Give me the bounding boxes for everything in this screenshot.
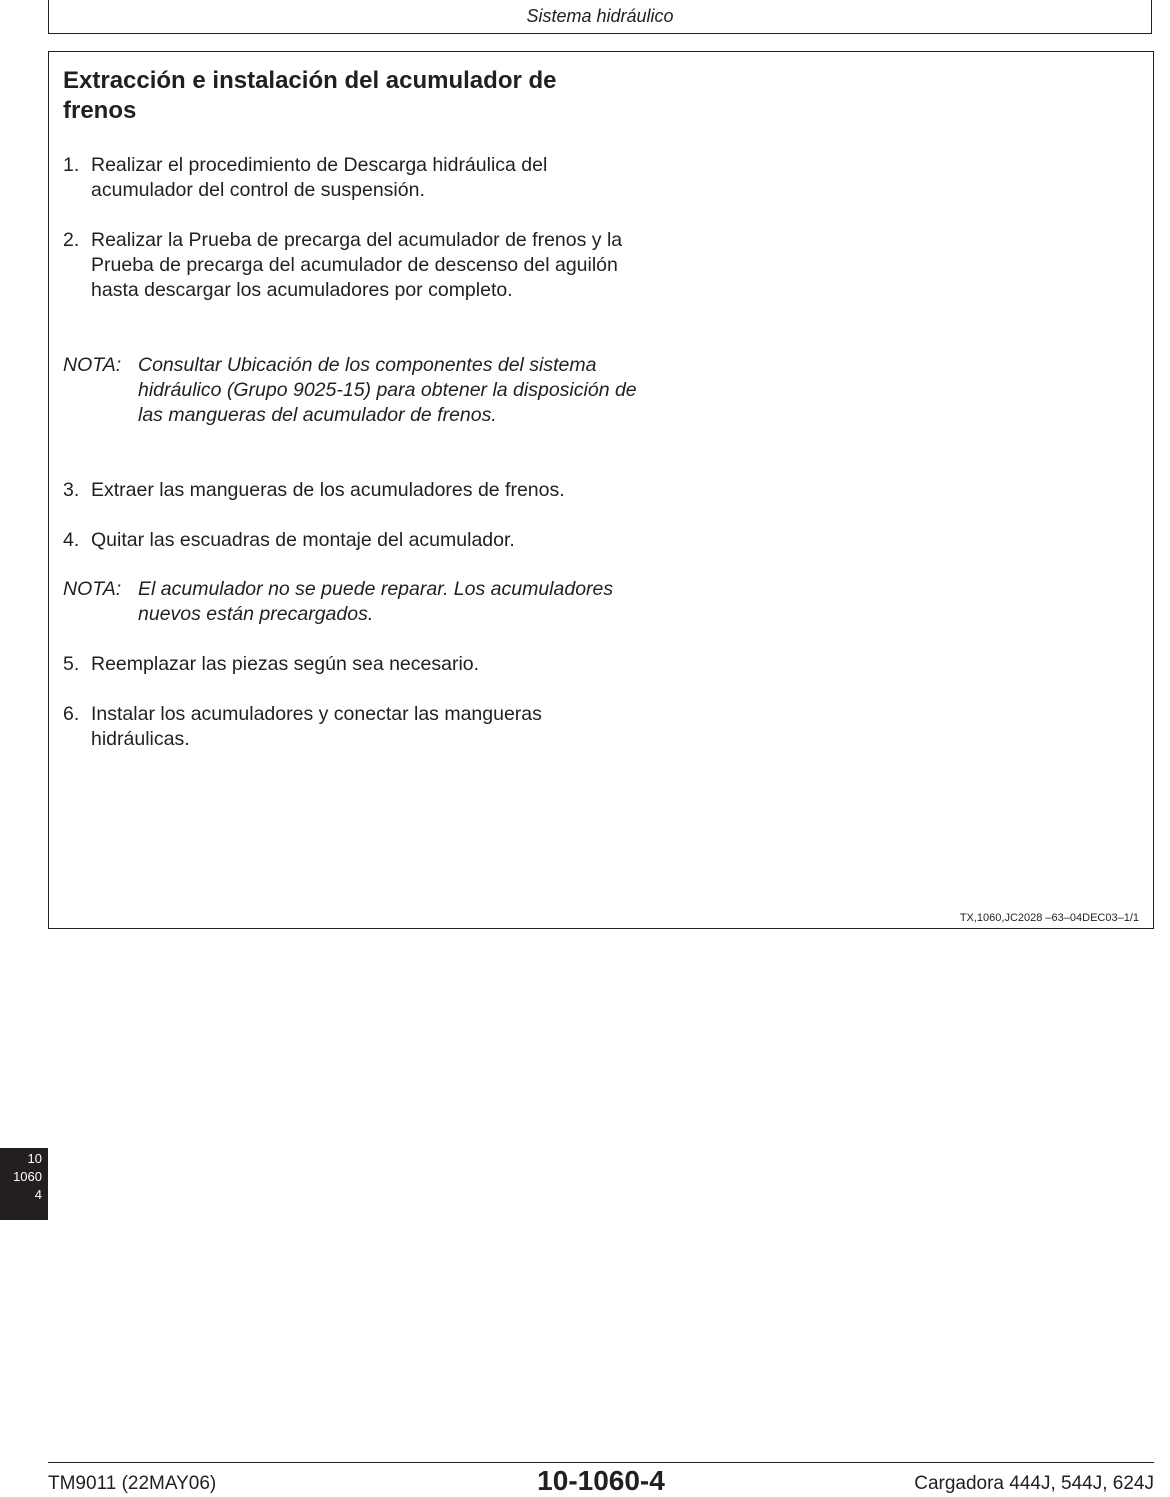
note-text: Consultar Ubicación de los componentes del sistema hidráulico (Grupo 9025-15) para obtener la disposición de las mangueras del acumulador de frenos. bbox=[138, 354, 637, 426]
step-number: 4. bbox=[63, 529, 80, 551]
note-2 bbox=[63, 577, 643, 627]
step-number: 1. bbox=[63, 154, 80, 176]
section-tab bbox=[0, 1148, 48, 1220]
step-3 bbox=[63, 478, 643, 503]
step-text: Reemplazar las piezas según sea necesario. bbox=[91, 653, 480, 675]
step-6 bbox=[63, 702, 643, 752]
section-title: Extracción e instalación del acumulador de frenos bbox=[63, 67, 557, 124]
step-1 bbox=[63, 153, 643, 203]
step-number: 3. bbox=[63, 479, 80, 501]
tab-line-3: 4 bbox=[34, 1187, 42, 1202]
step-number: 2. bbox=[63, 229, 80, 251]
machine-models: Cargadora 444J, 544J, 624J bbox=[914, 1473, 1154, 1494]
page-number: 10-1060-4 bbox=[537, 1465, 665, 1496]
page-footer bbox=[48, 1462, 1154, 1494]
note-text: El acumulador no se puede reparar. Los acumuladores nuevos están precargados. bbox=[138, 578, 614, 625]
step-text: Realizar el procedimiento de Descarga hidráulica del acumulador del control de suspensión. bbox=[91, 154, 548, 201]
tab-line-1: 10 bbox=[27, 1151, 42, 1166]
note-label: NOTA: bbox=[63, 578, 122, 600]
step-text: Instalar los acumuladores y conectar las mangueras hidráulicas. bbox=[91, 703, 542, 750]
step-number: 6. bbox=[63, 703, 80, 725]
step-4 bbox=[63, 528, 643, 553]
tab-line-2: 1060 bbox=[13, 1169, 42, 1184]
procedure-box bbox=[48, 51, 1154, 929]
step-text: Quitar las escuadras de montaje del acumulador. bbox=[91, 529, 515, 551]
step-5 bbox=[63, 652, 643, 677]
header-title: Sistema hidráulico bbox=[526, 6, 674, 26]
step-text: Extraer las mangueras de los acumuladores de frenos. bbox=[91, 479, 565, 501]
note-label: NOTA: bbox=[63, 354, 122, 376]
manual-id: TM9011 (22MAY06) bbox=[48, 1473, 217, 1494]
step-2 bbox=[63, 228, 643, 303]
note-1 bbox=[63, 353, 643, 428]
step-number: 5. bbox=[63, 653, 80, 675]
page-header bbox=[48, 0, 1152, 34]
reference-code: TX,1060,JC2028 –63–04DEC03–1/1 bbox=[959, 912, 1139, 924]
step-text: Realizar la Prueba de precarga del acumulador de frenos y la Prueba de precarga del acumulador de descenso del aguilón hasta descargar los acumuladores por completo. bbox=[91, 229, 623, 301]
